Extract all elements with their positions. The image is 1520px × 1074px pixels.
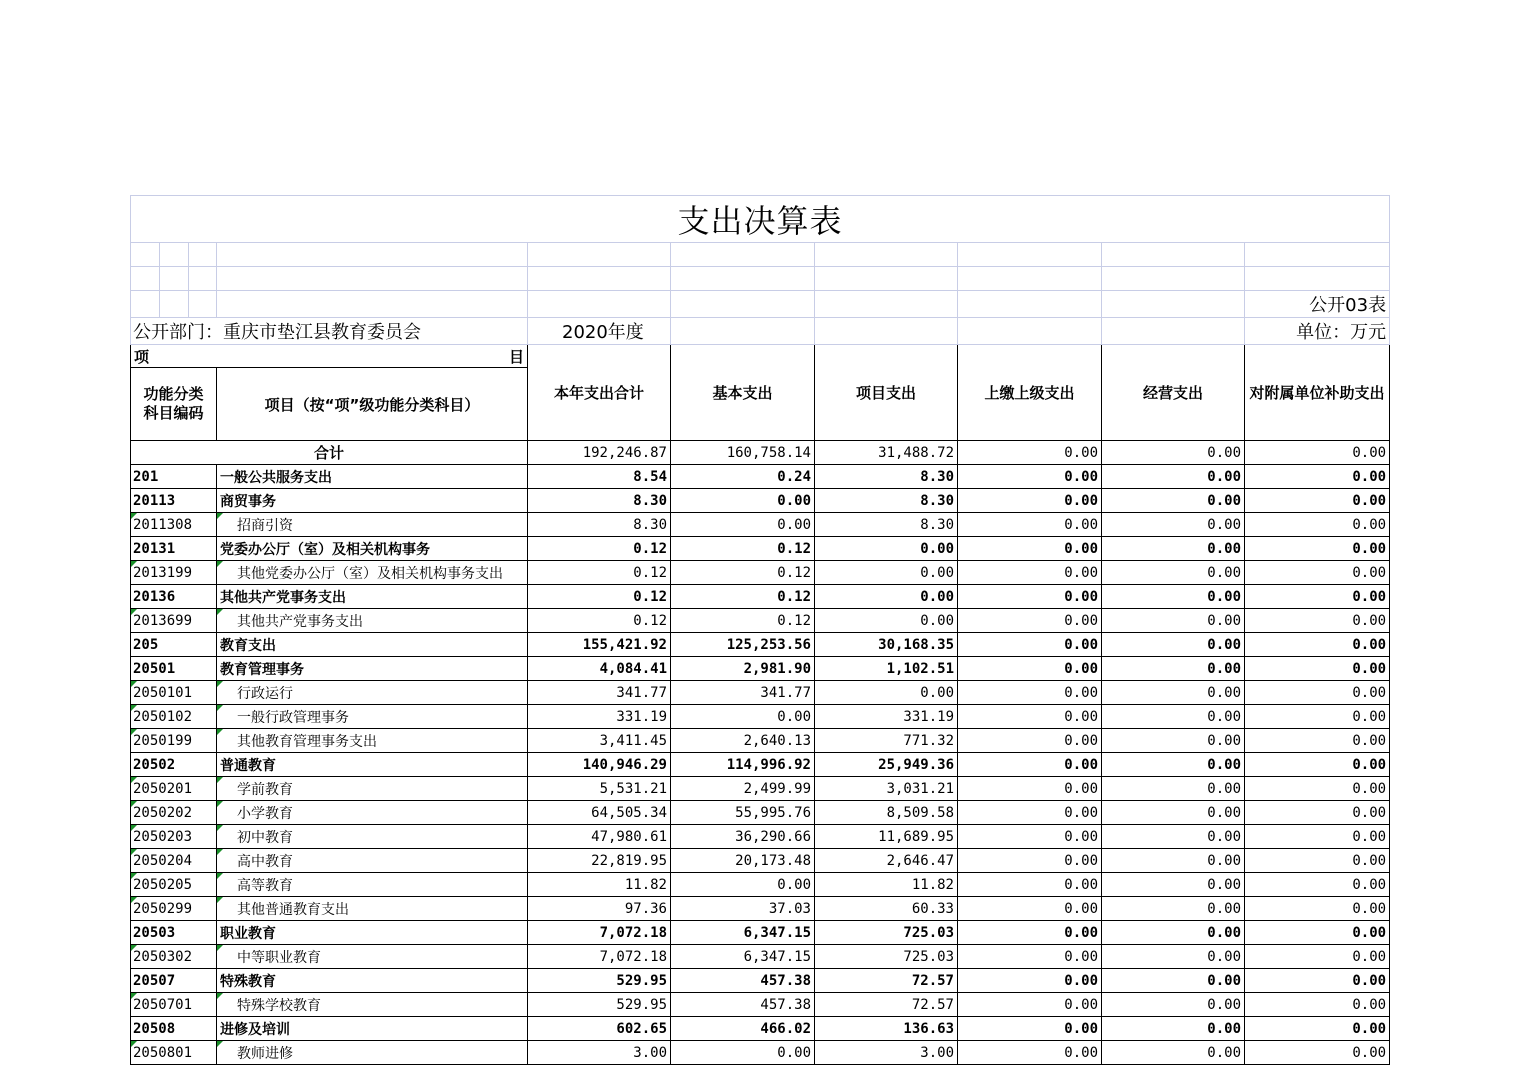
row-value: 11.82 [815,873,958,897]
row-value: 0.00 [958,921,1102,945]
row-value: 0.00 [671,873,815,897]
row-value: 0.12 [528,537,671,561]
row-value: 0.00 [815,609,958,633]
row-value: 0.00 [958,561,1102,585]
row-value: 0.00 [815,537,958,561]
row-value: 0.00 [671,513,815,537]
row-value: 0.00 [1102,609,1245,633]
row-code: 2050201 [131,777,217,801]
row-value: 341.77 [528,681,671,705]
row-value: 0.00 [958,945,1102,969]
row-value: 72.57 [815,993,958,1017]
row-value: 0.00 [1102,777,1245,801]
row-value: 0.00 [1245,825,1390,849]
row-value: 6,347.15 [671,921,815,945]
row-name: 初中教育 [217,825,528,849]
row-value: 2,646.47 [815,849,958,873]
row-name: 进修及培训 [217,1017,528,1041]
row-code: 20501 [131,657,217,681]
row-value: 0.00 [1245,1041,1390,1065]
row-value: 0.00 [1245,945,1390,969]
row-value: 0.00 [1245,921,1390,945]
row-value: 0.00 [1102,561,1245,585]
fiscal-year: 2020年度 [528,318,671,345]
row-code: 20507 [131,969,217,993]
row-value: 0.00 [958,489,1102,513]
row-value: 30,168.35 [815,633,958,657]
table-row [131,657,1390,681]
table-row [131,633,1390,657]
row-value: 0.00 [958,657,1102,681]
row-value: 2,499.99 [671,777,815,801]
table-row [131,561,1390,585]
row-value: 0.12 [528,561,671,585]
row-value: 0.00 [1102,969,1245,993]
table-row [131,1017,1390,1041]
row-value: 0.00 [671,705,815,729]
row-name: 学前教育 [217,777,528,801]
row-value: 602.65 [528,1017,671,1041]
row-value: 37.03 [671,897,815,921]
row-code: 20502 [131,753,217,777]
row-value: 457.38 [671,969,815,993]
row-code: 2050101 [131,681,217,705]
header-project: 项目支出 [815,345,958,441]
row-value: 0.12 [671,609,815,633]
row-value: 0.00 [1102,849,1245,873]
row-code: 2050205 [131,873,217,897]
department-label: 公开部门：重庆市垫江县教育委员会 [131,318,528,345]
row-value: 0.00 [1102,873,1245,897]
table-row [131,897,1390,921]
row-value: 0.00 [958,849,1102,873]
row-name: 教育管理事务 [217,657,528,681]
total-row [131,441,1390,465]
row-value: 155,421.92 [528,633,671,657]
row-name: 其他教育管理事务支出 [217,729,528,753]
row-code: 2050102 [131,705,217,729]
row-value: 8.30 [815,489,958,513]
row-code: 2050202 [131,801,217,825]
table-row [131,585,1390,609]
row-value: 0.00 [1102,633,1245,657]
row-value: 2,981.90 [671,657,815,681]
row-code: 20131 [131,537,217,561]
row-value: 0.00 [1245,897,1390,921]
table-row [131,969,1390,993]
expenditure-table [130,195,1390,1065]
row-value: 8,509.58 [815,801,958,825]
row-value: 114,996.92 [671,753,815,777]
row-value: 8.30 [528,489,671,513]
header-basic: 基本支出 [671,345,815,441]
row-name: 特殊教育 [217,969,528,993]
row-value: 8.30 [815,513,958,537]
row-name: 商贸事务 [217,489,528,513]
row-value: 0.00 [1245,513,1390,537]
row-value: 5,531.21 [528,777,671,801]
row-value: 8.30 [815,465,958,489]
total-value: 0.00 [1245,441,1390,465]
row-value: 0.12 [528,585,671,609]
row-value: 0.00 [958,513,1102,537]
row-code: 205 [131,633,217,657]
row-value: 0.00 [1245,657,1390,681]
row-code: 2050801 [131,1041,217,1065]
header-upper: 上缴上级支出 [958,345,1102,441]
table-row [131,489,1390,513]
row-value: 125,253.56 [671,633,815,657]
row-name: 其他普通教育支出 [217,897,528,921]
total-value: 192,246.87 [528,441,671,465]
row-value: 0.00 [1102,513,1245,537]
row-value: 0.00 [815,681,958,705]
table-row [131,681,1390,705]
header-xiang: 项 [134,347,150,366]
row-value: 0.12 [528,609,671,633]
row-value: 0.00 [1245,729,1390,753]
row-value: 3,031.21 [815,777,958,801]
table-row [131,873,1390,897]
table-row [131,777,1390,801]
row-name: 职业教育 [217,921,528,945]
row-value: 0.00 [958,753,1102,777]
row-value: 0.00 [1102,993,1245,1017]
row-value: 0.00 [1245,873,1390,897]
row-value: 0.00 [1245,465,1390,489]
row-value: 0.00 [1245,753,1390,777]
row-value: 0.00 [1245,801,1390,825]
header-subsidy: 对附属单位补助支出 [1245,345,1390,441]
row-value: 0.00 [958,705,1102,729]
row-value: 0.00 [958,801,1102,825]
row-value: 0.12 [671,561,815,585]
table-row [131,729,1390,753]
row-value: 0.00 [958,777,1102,801]
row-value: 8.54 [528,465,671,489]
row-value: 0.00 [1102,681,1245,705]
row-value: 0.00 [1245,849,1390,873]
row-value: 0.00 [1102,1041,1245,1065]
row-value: 0.00 [958,681,1102,705]
table-number: 公开03表 [1245,291,1390,318]
row-value: 0.00 [958,633,1102,657]
row-code: 2050701 [131,993,217,1017]
row-code: 20503 [131,921,217,945]
row-value: 725.03 [815,945,958,969]
row-value: 25,949.36 [815,753,958,777]
row-value: 331.19 [815,705,958,729]
header-business: 经营支出 [1102,345,1245,441]
row-value: 60.33 [815,897,958,921]
row-value: 341.77 [671,681,815,705]
table-row [131,825,1390,849]
row-name: 特殊学校教育 [217,993,528,1017]
row-value: 0.00 [1102,897,1245,921]
row-value: 0.00 [958,465,1102,489]
row-value: 0.00 [958,825,1102,849]
table-row [131,609,1390,633]
row-name: 小学教育 [217,801,528,825]
table-row [131,537,1390,561]
row-value: 0.00 [1102,465,1245,489]
row-code: 2011308 [131,513,217,537]
row-value: 0.00 [1102,537,1245,561]
table-row [131,993,1390,1017]
header-code: 功能分类科目编码 [131,368,217,441]
row-code: 20136 [131,585,217,609]
row-value: 64,505.34 [528,801,671,825]
row-value: 0.00 [1102,825,1245,849]
row-value: 0.00 [1245,993,1390,1017]
table-row [131,705,1390,729]
row-value: 0.00 [1245,681,1390,705]
row-value: 36,290.66 [671,825,815,849]
row-value: 0.00 [1245,969,1390,993]
row-value: 0.00 [671,489,815,513]
table-row [131,921,1390,945]
row-value: 140,946.29 [528,753,671,777]
row-value: 0.00 [1102,801,1245,825]
row-code: 2013699 [131,609,217,633]
table-row [131,1041,1390,1065]
row-value: 0.00 [1102,489,1245,513]
row-value: 0.00 [958,969,1102,993]
row-code: 2050199 [131,729,217,753]
row-value: 0.00 [1245,1017,1390,1041]
row-value: 136.63 [815,1017,958,1041]
row-code: 20113 [131,489,217,513]
row-value: 0.00 [1102,753,1245,777]
row-value: 0.00 [1102,585,1245,609]
row-name: 其他党委办公厅（室）及相关机构事务支出 [217,561,528,585]
row-value: 55,995.76 [671,801,815,825]
unit-label: 单位：万元 [1245,318,1390,345]
header-mu: 目 [508,347,524,366]
row-code: 20508 [131,1017,217,1041]
row-value: 6,347.15 [671,945,815,969]
row-code: 201 [131,465,217,489]
row-name: 其他共产党事务支出 [217,609,528,633]
row-value: 0.00 [958,873,1102,897]
row-value: 0.12 [671,537,815,561]
row-value: 1,102.51 [815,657,958,681]
row-value: 11,689.95 [815,825,958,849]
row-value: 0.00 [1102,921,1245,945]
row-value: 4,084.41 [528,657,671,681]
expenditure-sheet [130,195,1389,1065]
row-value: 0.00 [815,585,958,609]
row-code: 2050299 [131,897,217,921]
row-value: 0.00 [958,1041,1102,1065]
row-value: 22,819.95 [528,849,671,873]
table-row [131,465,1390,489]
row-value: 0.00 [958,585,1102,609]
table-row [131,849,1390,873]
row-value: 725.03 [815,921,958,945]
row-value: 2,640.13 [671,729,815,753]
row-value: 0.00 [958,609,1102,633]
row-value: 771.32 [815,729,958,753]
row-value: 0.00 [1102,1017,1245,1041]
row-value: 529.95 [528,993,671,1017]
table-row [131,801,1390,825]
row-code: 2013199 [131,561,217,585]
row-value: 0.00 [958,993,1102,1017]
row-name: 党委办公厅（室）及相关机构事务 [217,537,528,561]
row-value: 331.19 [528,705,671,729]
row-name: 行政运行 [217,681,528,705]
row-value: 0.00 [1245,585,1390,609]
header-name: 项目（按“项”级功能分类科目） [217,368,528,441]
row-value: 7,072.18 [528,945,671,969]
row-name: 高中教育 [217,849,528,873]
column-group-header [131,345,528,368]
row-name: 其他共产党事务支出 [217,585,528,609]
row-value: 0.12 [671,585,815,609]
row-value: 0.24 [671,465,815,489]
row-value: 11.82 [528,873,671,897]
row-value: 0.00 [1245,609,1390,633]
table-row [131,753,1390,777]
row-value: 0.00 [958,537,1102,561]
row-value: 0.00 [1245,633,1390,657]
row-value: 3,411.45 [528,729,671,753]
row-value: 8.30 [528,513,671,537]
row-name: 一般公共服务支出 [217,465,528,489]
sheet-title: 支出决算表 [131,196,1390,243]
table-row [131,513,1390,537]
row-name: 教师进修 [217,1041,528,1065]
row-name: 普通教育 [217,753,528,777]
row-name: 教育支出 [217,633,528,657]
row-value: 72.57 [815,969,958,993]
row-value: 0.00 [671,1041,815,1065]
total-value: 0.00 [1102,441,1245,465]
table-row [131,945,1390,969]
row-name: 高等教育 [217,873,528,897]
row-value: 457.38 [671,993,815,1017]
row-value: 0.00 [815,561,958,585]
row-code: 2050302 [131,945,217,969]
row-value: 0.00 [1245,537,1390,561]
row-code: 2050204 [131,849,217,873]
row-value: 3.00 [815,1041,958,1065]
row-value: 0.00 [1102,705,1245,729]
total-value: 160,758.14 [671,441,815,465]
total-value: 0.00 [958,441,1102,465]
row-value: 7,072.18 [528,921,671,945]
row-value: 0.00 [1102,729,1245,753]
row-value: 0.00 [1102,945,1245,969]
row-value: 0.00 [958,897,1102,921]
row-value: 0.00 [958,729,1102,753]
row-value: 0.00 [1245,705,1390,729]
row-value: 20,173.48 [671,849,815,873]
row-value: 0.00 [1102,657,1245,681]
row-value: 3.00 [528,1041,671,1065]
row-value: 0.00 [1245,777,1390,801]
row-name: 招商引资 [217,513,528,537]
total-label: 合计 [131,441,528,465]
row-value: 466.02 [671,1017,815,1041]
row-value: 0.00 [1245,561,1390,585]
header-total: 本年支出合计 [528,345,671,441]
row-value: 0.00 [958,1017,1102,1041]
row-value: 529.95 [528,969,671,993]
row-value: 47,980.61 [528,825,671,849]
row-value: 97.36 [528,897,671,921]
row-name: 一般行政管理事务 [217,705,528,729]
total-value: 31,488.72 [815,441,958,465]
row-code: 2050203 [131,825,217,849]
row-name: 中等职业教育 [217,945,528,969]
row-value: 0.00 [1245,489,1390,513]
